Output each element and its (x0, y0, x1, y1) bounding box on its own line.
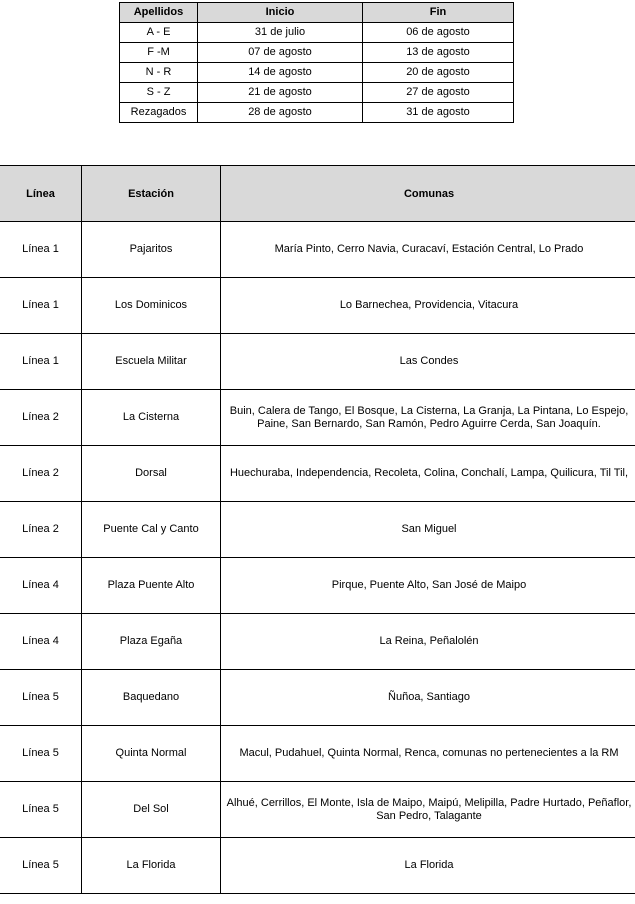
table-row (0, 726, 635, 782)
comunas-cell: Macul, Pudahuel, Quinta Normal, Renca, comunas no pertenecientes a la RM (221, 726, 635, 782)
table-row (120, 23, 514, 43)
comunas-cell: La Florida (221, 838, 635, 894)
comunas-cell: Buin, Calera de Tango, El Bosque, La Cisterna, La Granja, La Pintana, Lo Espejo, Paine, San Bernardo, San Ramón, Pedro Aguirre Cerda, San Joaquín. (221, 390, 635, 446)
stations-header-row (0, 166, 635, 222)
comunas-cell: Pirque, Puente Alto, San José de Maipo (221, 558, 635, 614)
linea-cell: Línea 4 (0, 558, 82, 614)
comunas-cell: Las Condes (221, 334, 635, 390)
estacion-cell: Del Sol (82, 782, 221, 838)
estacion-cell: Dorsal (82, 446, 221, 502)
linea-cell: Línea 5 (0, 782, 82, 838)
linea-cell: Línea 1 (0, 334, 82, 390)
inicio-cell: 31 de julio (198, 23, 363, 43)
stations-table (0, 165, 635, 894)
estacion-cell: Plaza Puente Alto (82, 558, 221, 614)
estacion-cell: Escuela Militar (82, 334, 221, 390)
apellidos-cell: A - E (120, 23, 198, 43)
header-apellidos: Apellidos (120, 3, 198, 23)
table-row (0, 390, 635, 446)
table-row (0, 222, 635, 278)
header-fin: Fin (363, 3, 514, 23)
table-row (0, 278, 635, 334)
table-row (0, 334, 635, 390)
fin-cell: 20 de agosto (363, 63, 514, 83)
estacion-cell: La Florida (82, 838, 221, 894)
header-inicio: Inicio (198, 3, 363, 23)
estacion-cell: Baquedano (82, 670, 221, 726)
comunas-cell: Lo Barnechea, Providencia, Vitacura (221, 278, 635, 334)
schedule-table (119, 2, 514, 123)
fin-cell: 31 de agosto (363, 103, 514, 123)
fin-cell: 27 de agosto (363, 83, 514, 103)
comunas-cell: Huechuraba, Independencia, Recoleta, Colina, Conchalí, Lampa, Quilicura, Til Til, (221, 446, 635, 502)
linea-cell: Línea 5 (0, 670, 82, 726)
comunas-cell: Ñuñoa, Santiago (221, 670, 635, 726)
comunas-cell: La Reina, Peñalolén (221, 614, 635, 670)
header-estacion: Estación (82, 166, 221, 222)
table-row (0, 558, 635, 614)
linea-cell: Línea 2 (0, 390, 82, 446)
inicio-cell: 07 de agosto (198, 43, 363, 63)
estacion-cell: La Cisterna (82, 390, 221, 446)
table-row (0, 502, 635, 558)
inicio-cell: 28 de agosto (198, 103, 363, 123)
linea-cell: Línea 4 (0, 614, 82, 670)
header-linea: Línea (0, 166, 82, 222)
table-row (120, 103, 514, 123)
table-row (120, 63, 514, 83)
table-row (120, 83, 514, 103)
table-row (0, 838, 635, 894)
estacion-cell: Puente Cal y Canto (82, 502, 221, 558)
schedule-header-row (120, 3, 514, 23)
apellidos-cell: F -M (120, 43, 198, 63)
linea-cell: Línea 1 (0, 278, 82, 334)
table-row (0, 670, 635, 726)
fin-cell: 06 de agosto (363, 23, 514, 43)
fin-cell: 13 de agosto (363, 43, 514, 63)
estacion-cell: Quinta Normal (82, 726, 221, 782)
comunas-cell: San Miguel (221, 502, 635, 558)
linea-cell: Línea 2 (0, 502, 82, 558)
table-row (0, 782, 635, 838)
estacion-cell: Pajaritos (82, 222, 221, 278)
linea-cell: Línea 1 (0, 222, 82, 278)
inicio-cell: 21 de agosto (198, 83, 363, 103)
comunas-cell: María Pinto, Cerro Navia, Curacaví, Estación Central, Lo Prado (221, 222, 635, 278)
apellidos-cell: Rezagados (120, 103, 198, 123)
header-comunas: Comunas (221, 166, 635, 222)
apellidos-cell: S - Z (120, 83, 198, 103)
table-row (120, 43, 514, 63)
linea-cell: Línea 2 (0, 446, 82, 502)
linea-cell: Línea 5 (0, 726, 82, 782)
estacion-cell: Los Dominicos (82, 278, 221, 334)
table-row (0, 614, 635, 670)
linea-cell: Línea 5 (0, 838, 82, 894)
inicio-cell: 14 de agosto (198, 63, 363, 83)
apellidos-cell: N - R (120, 63, 198, 83)
comunas-cell: Alhué, Cerrillos, El Monte, Isla de Maipo, Maipú, Melipilla, Padre Hurtado, Peñaflor, San Pedro, Talagante (221, 782, 635, 838)
estacion-cell: Plaza Egaña (82, 614, 221, 670)
table-row (0, 446, 635, 502)
